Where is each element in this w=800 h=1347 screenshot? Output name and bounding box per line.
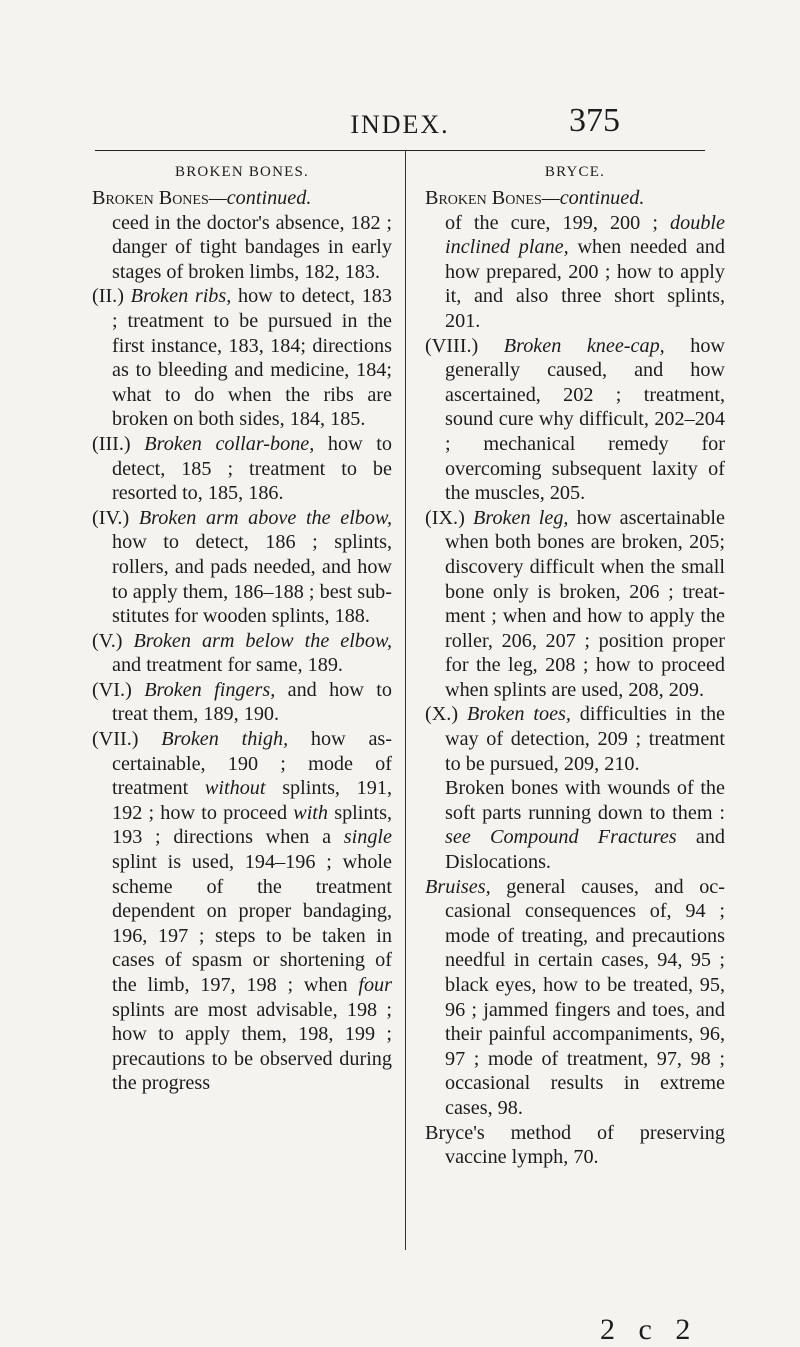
entry-text: of the cure, 199, 200 ; — [445, 211, 671, 234]
entry-text: difficulties in the way of detection, 209 ; treatment to be pursued, 209, 210. — [445, 703, 725, 775]
entry-term: Broken fingers, — [144, 678, 276, 701]
entry-number: (III.) — [92, 432, 131, 455]
entry-number: (VI.) — [92, 678, 132, 701]
entry-term: Broken toes, — [466, 703, 571, 726]
heading-term: Broken Bones — [92, 187, 209, 209]
continued-text: ceed in the doctor's absence, 182 ; danger of tight bandages in early stages of broken limbs, 182, 183. — [112, 211, 392, 283]
entry-emphasis: four — [358, 974, 392, 996]
entry-thigh — [92, 727, 392, 1096]
entry-number: (VIII.) — [425, 334, 479, 357]
entry-term: Bruises, — [425, 875, 491, 898]
entry-arm-above-elbow — [92, 506, 392, 629]
entry-text: how to detect, 186 ; splints, rollers, and pads needed, and how to apply them, 186–188 ; best substitutes for wooden splints, 188. — [112, 531, 392, 628]
left-column — [92, 150, 392, 1096]
entry-text: splints are most advisable, 198 ; how to apply them, 198, 199 ; precautions to be observed during the progress — [112, 998, 392, 1095]
entry-number: (IV.) — [92, 506, 130, 529]
right-running-head: BRYCE. — [544, 164, 606, 180]
entry-text: and Dislocations. — [445, 826, 726, 874]
entry-toes — [425, 702, 725, 776]
entry-leg — [425, 506, 725, 703]
entry-number: (IX.) — [425, 506, 465, 529]
signature-mark: 2 c 2 — [600, 1313, 699, 1346]
entry-emphasis: double inclined plane, — [445, 211, 725, 259]
entry-text: splints, 193 ; directions when a — [112, 801, 392, 849]
entry-emphasis: with — [293, 801, 329, 824]
entry-bryce: Bryce's method of preserving vaccine lymph, 70. — [425, 1121, 725, 1169]
heading-broken-bones-left — [92, 186, 392, 211]
entry-term: Broken thigh, — [161, 728, 289, 751]
entry-collar-bone — [92, 432, 392, 506]
entry-text: general causes, and occasional consequences of, 94 ; mode of treating, and precautions needful in certain cases, 94, 95 ; black eyes, how to be treated, 95, 96 ; jammed fingers and toes, and their painful accompaniments, 96, 97 ; mode of treatment, 97, 98 ; occasional results in extreme cases, 98. — [445, 875, 725, 1119]
heading-broken-bones-right — [425, 186, 725, 211]
entry-text: and how to treat them, 189, 190. — [112, 678, 393, 726]
entry-arm-below-elbow — [92, 629, 392, 678]
entry-text: and treatment for same, 189. — [112, 654, 343, 677]
entry-fingers — [92, 678, 392, 727]
heading-continued: —continued. — [541, 187, 645, 209]
entry-term: Broken arm above the elbow, — [138, 506, 392, 529]
entry-number: (X.) — [425, 703, 459, 726]
entry-number: (V.) — [92, 629, 123, 652]
entry-text: splints, 191, 192 ; how to proceed — [112, 777, 392, 824]
entry-ribs — [92, 284, 392, 432]
entry-term: Broken collar-bone, — [144, 432, 315, 455]
entry-number: (VII.) — [92, 728, 139, 751]
right-column — [425, 150, 725, 1170]
entry-text: when needed and how prepared, 200 ; how to apply it, and also three short splints, 201. — [445, 236, 725, 332]
left-running-head: BROKEN BONES. — [175, 164, 309, 180]
entry-bruises — [425, 875, 725, 1121]
entry-text: splint is used, 194–196 ; whole scheme of the treatment dependent on proper bandaging, 196, 197 ; steps to be taken in cases of spasm or shortening of the limb, 197, 198 ; when — [112, 851, 392, 996]
entry-knee-cap — [425, 334, 725, 506]
entry-text: how ascertainable when both bones are broken, 205; discovery difficult when the small bone only is broken, 206 ; treatment ; when and how to apply the roller, 206, 207 ; position proper for the leg, 208 ; how to proceed when splints are used, 208, 209. — [445, 506, 725, 701]
entry-number: (II.) — [92, 285, 124, 308]
entry-term: Broken ribs, — [130, 285, 232, 308]
index-title: INDEX. — [350, 110, 450, 139]
entry-emphasis: single — [343, 826, 392, 849]
entry-emphasis: without — [204, 777, 266, 800]
entry-text: Broken bones with wounds of the soft parts running down to them : — [445, 777, 725, 824]
entry-term: Broken leg, — [473, 506, 569, 529]
entry-text: how to detect, 185 ; treatment to be resorted to, 185, 186. — [112, 432, 393, 505]
page-number: 375 — [569, 102, 620, 139]
entry-text: how ascertainable, 190 ; mode of treatment — [112, 728, 392, 800]
column-divider — [405, 150, 406, 1250]
entry-text: how generally caused, and how ascertained, 202 ; treatment, sound cure why difficult, 202–204 ; mechanical remedy for overcoming subsequent laxity of the muscles, 205. — [445, 334, 725, 505]
entry-text: how to detect, 183 ; treatment to be pursued in the first instance, 183, 184; directions as to bleeding and medicine, 184; what to do when the ribs are broken on both sides, 184, 185. — [112, 285, 392, 431]
heading-continued: —continued. — [208, 187, 312, 209]
entry-term: Broken arm below the elbow, — [133, 629, 393, 652]
continued-text — [425, 211, 725, 334]
page-header — [0, 100, 800, 150]
entry-broken-bones-wounds — [425, 776, 725, 874]
entry-term: Broken knee-cap, — [503, 334, 665, 357]
heading-term: Broken Bones — [425, 187, 542, 209]
cross-reference: see Compound Fractures — [445, 826, 677, 849]
